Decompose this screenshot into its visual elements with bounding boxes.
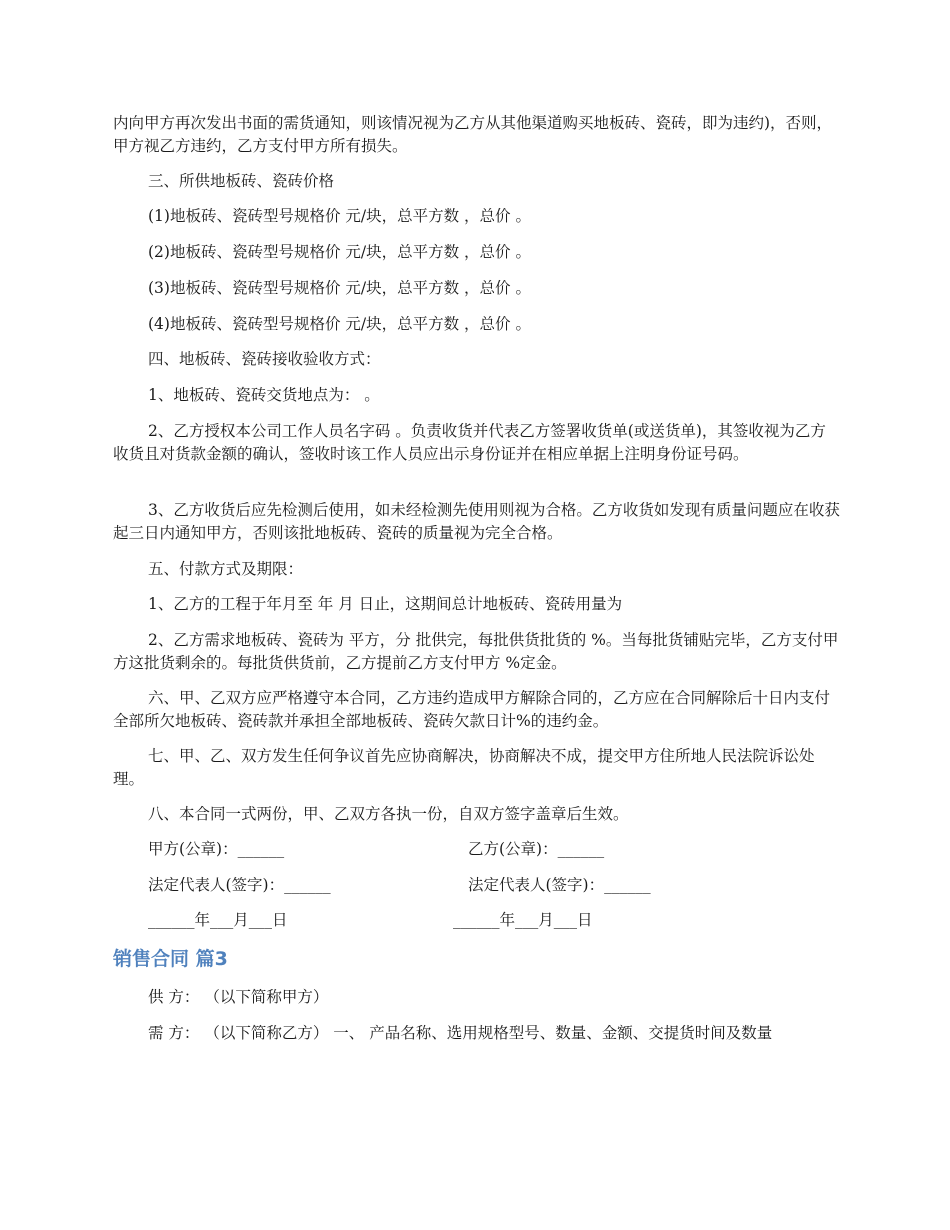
section-6-paragraph: 六、甲、乙双方应严格遵守本合同，乙方违约造成甲方解除合同的，乙方应在合同解除后十日内支付全部所欠地板砖、瓷砖款并承担全部地板砖、瓷砖欠款日计%的违约金。 xyxy=(113,689,831,730)
party-a-date: ______年___月___日 xyxy=(148,911,288,929)
section-heading-contract-3: 销售合同 篇3 xyxy=(113,948,228,970)
section-5-paragraph-1: 1、乙方的工程于年月至 年 月 日止，这期间总计地板砖、瓷砖用量为 xyxy=(148,595,623,613)
section-4-paragraph-1: 1、地板砖、瓷砖交货地点为： 。 xyxy=(148,386,380,404)
price-item-3: (3)地板砖、瓷砖型号规格价 元/块，总平方数 ，总价 。 xyxy=(148,279,531,297)
party-b-date: ______年___月___日 xyxy=(453,911,593,929)
buyer-paragraph: 需 方： （以下简称乙方） 一、 产品名称、选用规格型号、数量、金额、交提货时间及数量 xyxy=(148,1024,773,1042)
price-item-1: (1)地板砖、瓷砖型号规格价 元/块，总平方数 ，总价 。 xyxy=(148,207,531,225)
section-5-title: 五、付款方式及期限： xyxy=(148,560,304,578)
section-5-paragraph-2: 2、乙方需求地板砖、瓷砖为 平方，分 批供完，每批供货批货的 %。当每批货铺贴完毕，乙方支付甲方这批货剩余的。每批货供货前，乙方提前乙方支付甲方 %定金。 xyxy=(113,631,839,672)
section-3-title: 三、所供地板砖、瓷砖价格 xyxy=(148,172,335,190)
party-b-representative: 法定代表人(签字)：______ xyxy=(468,876,651,894)
section-7-paragraph: 七、甲、乙、双方发生任何争议首先应协商解决，协商解决不成，提交甲方住所地人民法院诉讼处理。 xyxy=(113,747,815,788)
party-b-seal: 乙方(公章)：______ xyxy=(468,840,605,858)
section-8-paragraph: 八、本合同一式两份，甲、乙双方各执一份，自双方签字盖章后生效。 xyxy=(148,805,629,823)
price-item-2: (2)地板砖、瓷砖型号规格价 元/块，总平方数 ，总价 。 xyxy=(148,243,531,261)
supplier-line: 供 方： （以下简称甲方） xyxy=(148,988,329,1006)
price-item-4: (4)地板砖、瓷砖型号规格价 元/块，总平方数 ，总价 。 xyxy=(148,315,531,333)
party-a-seal: 甲方(公章)：______ xyxy=(148,840,285,858)
section-4-paragraph-2: 2、乙方授权本公司工作人员名字码 。负责收货并代表乙方签署收货单(或送货单)，其签收视为乙方收货且对货款金额的确认，签收时该工作人员应出示身份证并在相应单据上注明身份证号码。 xyxy=(113,422,826,463)
section-4-title: 四、地板砖、瓷砖接收验收方式： xyxy=(148,350,381,368)
party-a-representative: 法定代表人(签字)：______ xyxy=(148,876,331,894)
paragraph-intro: 内向甲方再次发出书面的需货通知，则该情况视为乙方从其他渠道购买地板砖、瓷砖，即为违约)，否则，甲方视乙方违约，乙方支付甲方所有损失。 xyxy=(113,114,833,155)
section-4-paragraph-3: 3、乙方收货后应先检测后使用，如未经检测先使用则视为合格。乙方收货如发现有质量问题应在收获起三日内通知甲方，否则该批地板砖、瓷砖的质量视为完全合格。 xyxy=(113,501,840,542)
